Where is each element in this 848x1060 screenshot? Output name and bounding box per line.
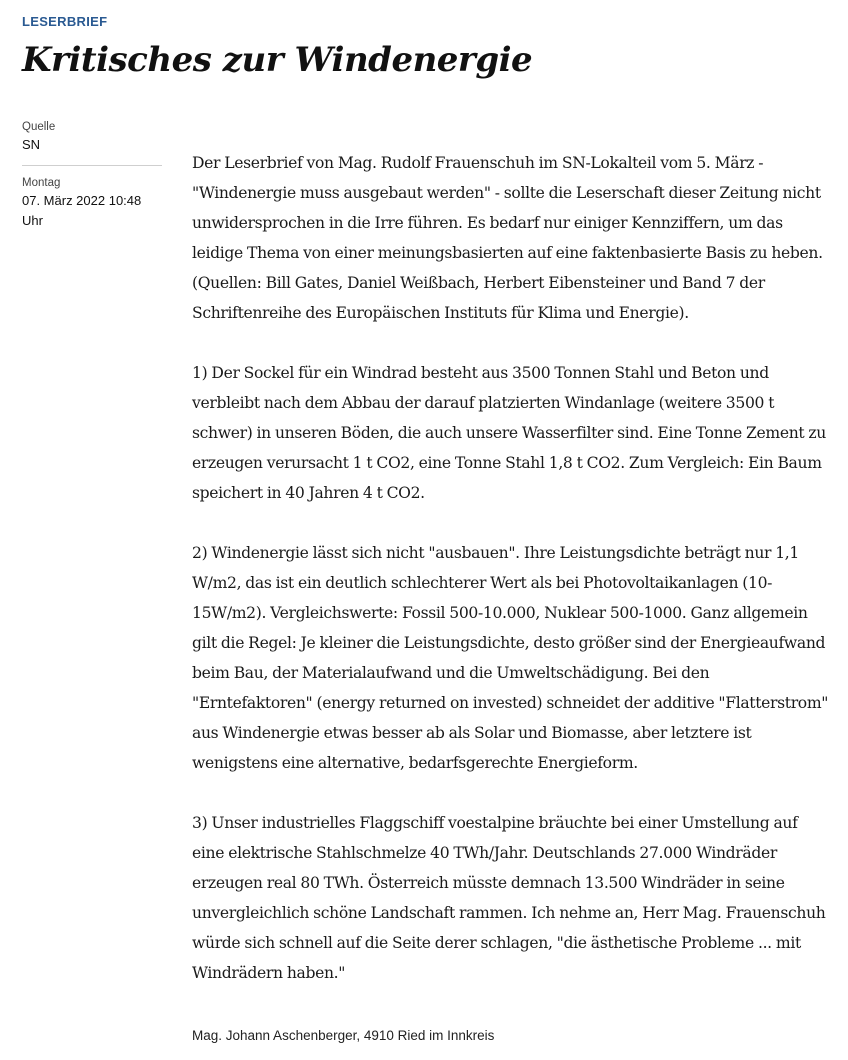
source-value: SN — [22, 137, 41, 152]
article-meta — [22, 119, 162, 231]
date-label: Montag — [22, 177, 61, 189]
article-paragraph-1: 1) Der Sockel für ein Windrad besteht aus 3500 Tonnen Stahl und Beton und verbleibt nach dem Abbau der darauf platzierten Windanlage (weitere 3500 t schwer) in unseren Böden, die auch unsere Wasserfilter sind. Eine Tonne Zement zu erzeugen verursacht 1 t CO2, eine Tonne Stahl 1,8 t CO2. Zum Vergleich: Ein Baum speichert in 40 Jahren 4 t CO2. — [192, 364, 826, 502]
article-paragraph-intro: Der Leserbrief von Mag. Rudolf Frauenschuh im SN-Lokalteil vom 5. März - "Windenergie muss ausgebaut werden" - sollte die Leserschaft dieser Zeitung nicht unwidersprochen in die Irre führen. Es bedarf nur einiger Kennziffern, um das leidige Thema von einer meinungsbasierten auf eine faktenbasierte Basis zu heben. (Quellen: Bill Gates, Daniel Weißbach, Herbert Eibensteiner und Band 7 der Schriftenreihe des Europäischen Instituts für Klima und Energie). — [192, 154, 823, 322]
page-title: Kritisches zur Windenergie — [22, 40, 533, 80]
article-paragraph-2: 2) Windenergie lässt sich nicht "ausbauen". Ihre Leistungsdichte beträgt nur 1,1 W/m2, das ist ein deutlich schlechterer Wert als bei Photovoltaikanlagen (10-15W/m2). Vergleichswerte: Fossil 500-10.000, Nuklear 500-1000. Ganz allgemein gilt die Regel: Je kleiner die Leistungsdichte, desto größer sind der Energieaufwand beim Bau, der Materialaufwand und die Umweltschädigung. Bei den "Erntefaktoren" (energy returned on invested) schneidet der additive "Flatterstrom" aus Windenergie etwas besser ab als Solar und Biomasse, aber letztere ist wenigstens eine alternative, bedarfsgerechte Energieform. — [192, 544, 829, 772]
source-label: Quelle — [22, 121, 56, 133]
meta-divider — [22, 165, 162, 166]
date-value: 07. März 2022 10:48 Uhr — [22, 193, 142, 228]
article-body — [192, 148, 832, 1018]
article-kicker: LESERBRIEF — [22, 14, 108, 29]
author-signature: Mag. Johann Aschenberger, 4910 Ried im Innkreis — [192, 1028, 495, 1043]
article-paragraph-3: 3) Unser industrielles Flaggschiff voestalpine bräuchte bei einer Umstellung auf eine elektrische Stahlschmelze 40 TWh/Jahr. Deutschlands 27.000 Windräder erzeugen real 80 TWh. Österreich müsste demnach 13.500 Windräder in seine unvergleichlich schöne Landschaft rammen. Ich nehme an, Herr Mag. Frauenschuh würde sich schnell auf die Seite derer schlagen, "die ästhetische Probleme ... mit Windrädern haben." — [192, 814, 826, 982]
